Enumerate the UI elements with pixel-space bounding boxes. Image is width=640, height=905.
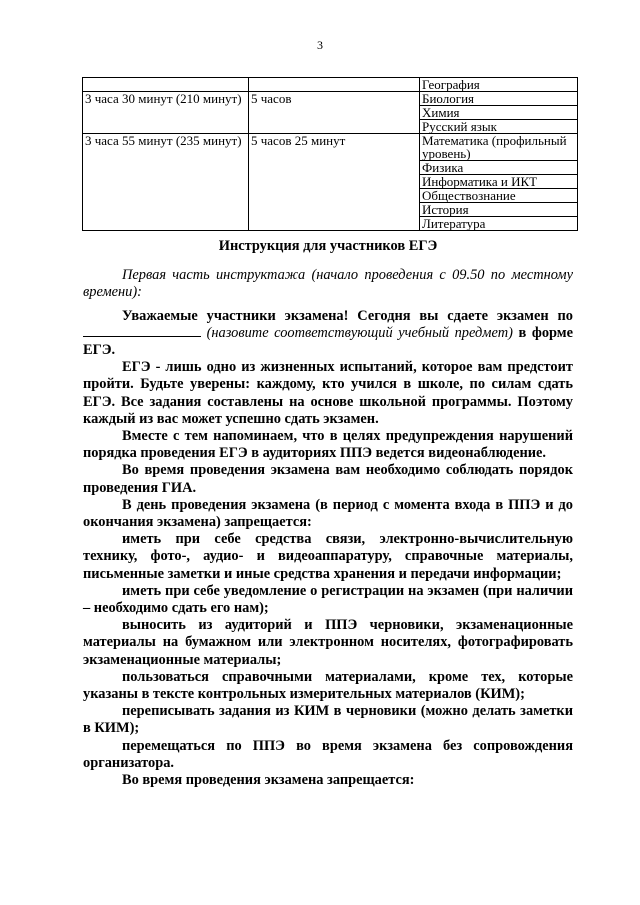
table-cell-duration-long xyxy=(249,78,420,92)
greeting-text: Уважаемые участники экзамена! Сегодня вы сдаете экзамен по xyxy=(122,307,573,324)
paragraph: В день проведения экзамена (в период с момента входа в ППЭ и до окончания экзамена) запрещается: xyxy=(83,496,573,531)
table-row xyxy=(83,92,578,134)
prohibition-item: иметь при себе уведомление о регистрации на экзамен (при наличии – необходимо сдать его нам); xyxy=(83,582,573,617)
greeting-paragraph xyxy=(83,308,573,360)
table-cell-duration: 3 часа 30 минут (210 минут) xyxy=(83,92,249,134)
prohibition-item: пользоваться справочными материалами, кроме тех, которые указаны в тексте контрольных измерительных материалов (КИМ); xyxy=(83,668,573,703)
subject-item: Математика (профильный уровень) xyxy=(420,134,577,161)
table-cell-subjects xyxy=(420,78,578,92)
paragraph: Вместе с тем напоминаем, что в целях предупреждения нарушений порядка проведения ЕГЭ в аудиториях ППЭ ведется видеонаблюдение. xyxy=(83,428,573,462)
table-cell-subjects xyxy=(420,134,578,231)
intro-note: Первая часть инструктажа (начало проведения с 09.50 по местному времени): xyxy=(83,267,573,301)
subject-item: Литература xyxy=(422,216,486,231)
subject-item: Русский язык xyxy=(422,119,497,134)
table-cell-duration xyxy=(83,78,249,92)
subject-item: Физика xyxy=(420,161,577,175)
paragraph: Во время проведения экзамена запрещается: xyxy=(122,772,415,789)
subject-item: Химия xyxy=(420,106,577,120)
exam-duration-table xyxy=(82,77,578,231)
subject-item: История xyxy=(420,203,577,217)
table-row xyxy=(83,134,578,231)
subject-item: Информатика и ИКТ xyxy=(420,175,577,189)
prohibition-item: иметь при себе средства связи, электронно-вычислительную технику, фото-, аудио- и видеоаппаратуру, справочные материалы, письменные заметки и иные средства хранения и передачи информации; xyxy=(83,531,573,582)
table-cell-duration: 3 часа 55 минут (235 минут) xyxy=(83,134,249,231)
table-cell-subjects xyxy=(420,92,578,134)
subject-item: Обществознание xyxy=(420,189,577,203)
section-heading: Инструкция для участников ЕГЭ xyxy=(218,238,438,254)
prohibition-item: переписывать задания из КИМ в черновики (можно делать заметки в КИМ); xyxy=(83,703,573,737)
paragraph: Во время проведения экзамена вам необходимо соблюдать порядок проведения ГИА. xyxy=(83,462,573,496)
prohibition-item: перемещаться по ППЭ во время экзамена без сопровождения организатора. xyxy=(83,737,573,771)
paragraph: ЕГЭ - лишь одно из жизненных испытаний, которое вам предстоит пройти. Будьте уверены: каждому, кто учился в школе, по силам сдать ЕГЭ. Все задания составлены на основе школьной программы. Поэтому каждый из вас может успешно сдать экзамен. xyxy=(83,359,573,427)
table-row xyxy=(83,78,578,92)
table-cell-duration-long: 5 часов 25 минут xyxy=(249,134,420,231)
subject-hint: (назовите соответствующий учебный предмет) xyxy=(206,324,513,341)
subject-item: География xyxy=(422,77,480,92)
subject-item: Биология xyxy=(420,92,577,106)
greeting-form: в форме ЕГЭ. xyxy=(83,324,573,359)
instruction-body xyxy=(83,238,573,789)
table-cell-duration-long: 5 часов xyxy=(249,92,420,134)
page-number: 3 xyxy=(317,38,323,52)
prohibition-item: выносить из аудиторий и ППЭ черновики, экзаменационные материалы на бумажном или электронном носителях, фотографировать экзаменационные материалы; xyxy=(83,617,573,668)
subject-blank-line xyxy=(83,326,201,337)
